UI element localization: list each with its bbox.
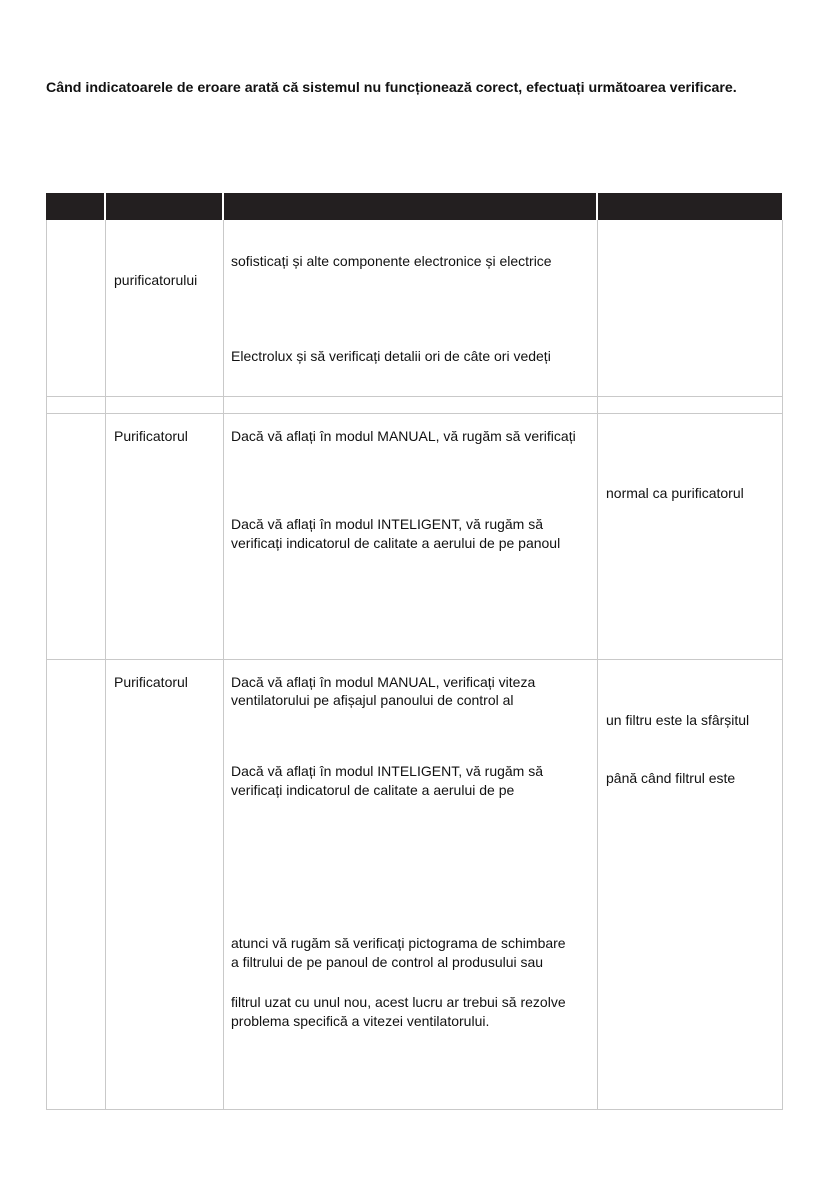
header-cell-2 (106, 193, 222, 220)
grid-line (46, 220, 47, 1110)
row3-description-line: verificați indicatorul de calitate a aerului de pe (231, 782, 515, 798)
grid-line (46, 1109, 783, 1110)
grid-line (597, 220, 598, 1110)
row3-description-line: Dacă vă aflați în modul INTELIGENT, vă rugăm să (231, 763, 544, 779)
row2-description-line: Dacă vă aflați în modul MANUAL, vă rugăm să verificați (231, 428, 576, 444)
grid-line (105, 220, 106, 1110)
grid-line (46, 413, 783, 414)
row3-description-line: ventilatorului pe afișajul panoului de control al (231, 692, 514, 708)
row3-description-line: a filtrului de pe panoul de control al produsului sau (231, 954, 544, 970)
row1-product-cell: purificatorului (114, 272, 198, 288)
row1-description-line: Electrolux și să verificați detalii ori de câte ori vedeți (231, 348, 551, 364)
intro-text: Când indicatoarele de eroare arată că sistemul nu funcționează corect, efectuați următoarea verificare. (46, 80, 737, 96)
header-cell-4 (598, 193, 782, 220)
row2-product-cell: Purificatorul (114, 428, 188, 444)
row3-description-line: Dacă vă aflați în modul MANUAL, verificați viteza (231, 674, 536, 690)
header-cell-1 (46, 193, 104, 220)
row2-description-line: verificați indicatorul de calitate a aerului de pe panoul (231, 535, 561, 551)
header-cell-3 (224, 193, 596, 220)
row2-solution-line: normal ca purificatorul (606, 485, 744, 501)
row3-solution-line: până când filtrul este (606, 770, 736, 786)
row3-solution-line: un filtru este la sfârșitul (606, 712, 750, 728)
row3-product-cell: Purificatorul (114, 674, 188, 690)
row3-description-line: atunci vă rugăm să verificați pictograma de schimbare (231, 935, 566, 951)
grid-line (223, 220, 224, 1110)
grid-line (46, 659, 783, 660)
grid-line (46, 396, 783, 397)
row2-description-line: Dacă vă aflați în modul INTELIGENT, vă rugăm să (231, 516, 544, 532)
grid-line (782, 220, 783, 1110)
row3-description-line: problema specifică a vitezei ventilatorului. (231, 1013, 490, 1029)
row3-description-line: filtrul uzat cu unul nou, acest lucru ar trebui să rezolve (231, 994, 566, 1010)
row1-description-line: sofisticați și alte componente electronice și electrice (231, 253, 552, 269)
